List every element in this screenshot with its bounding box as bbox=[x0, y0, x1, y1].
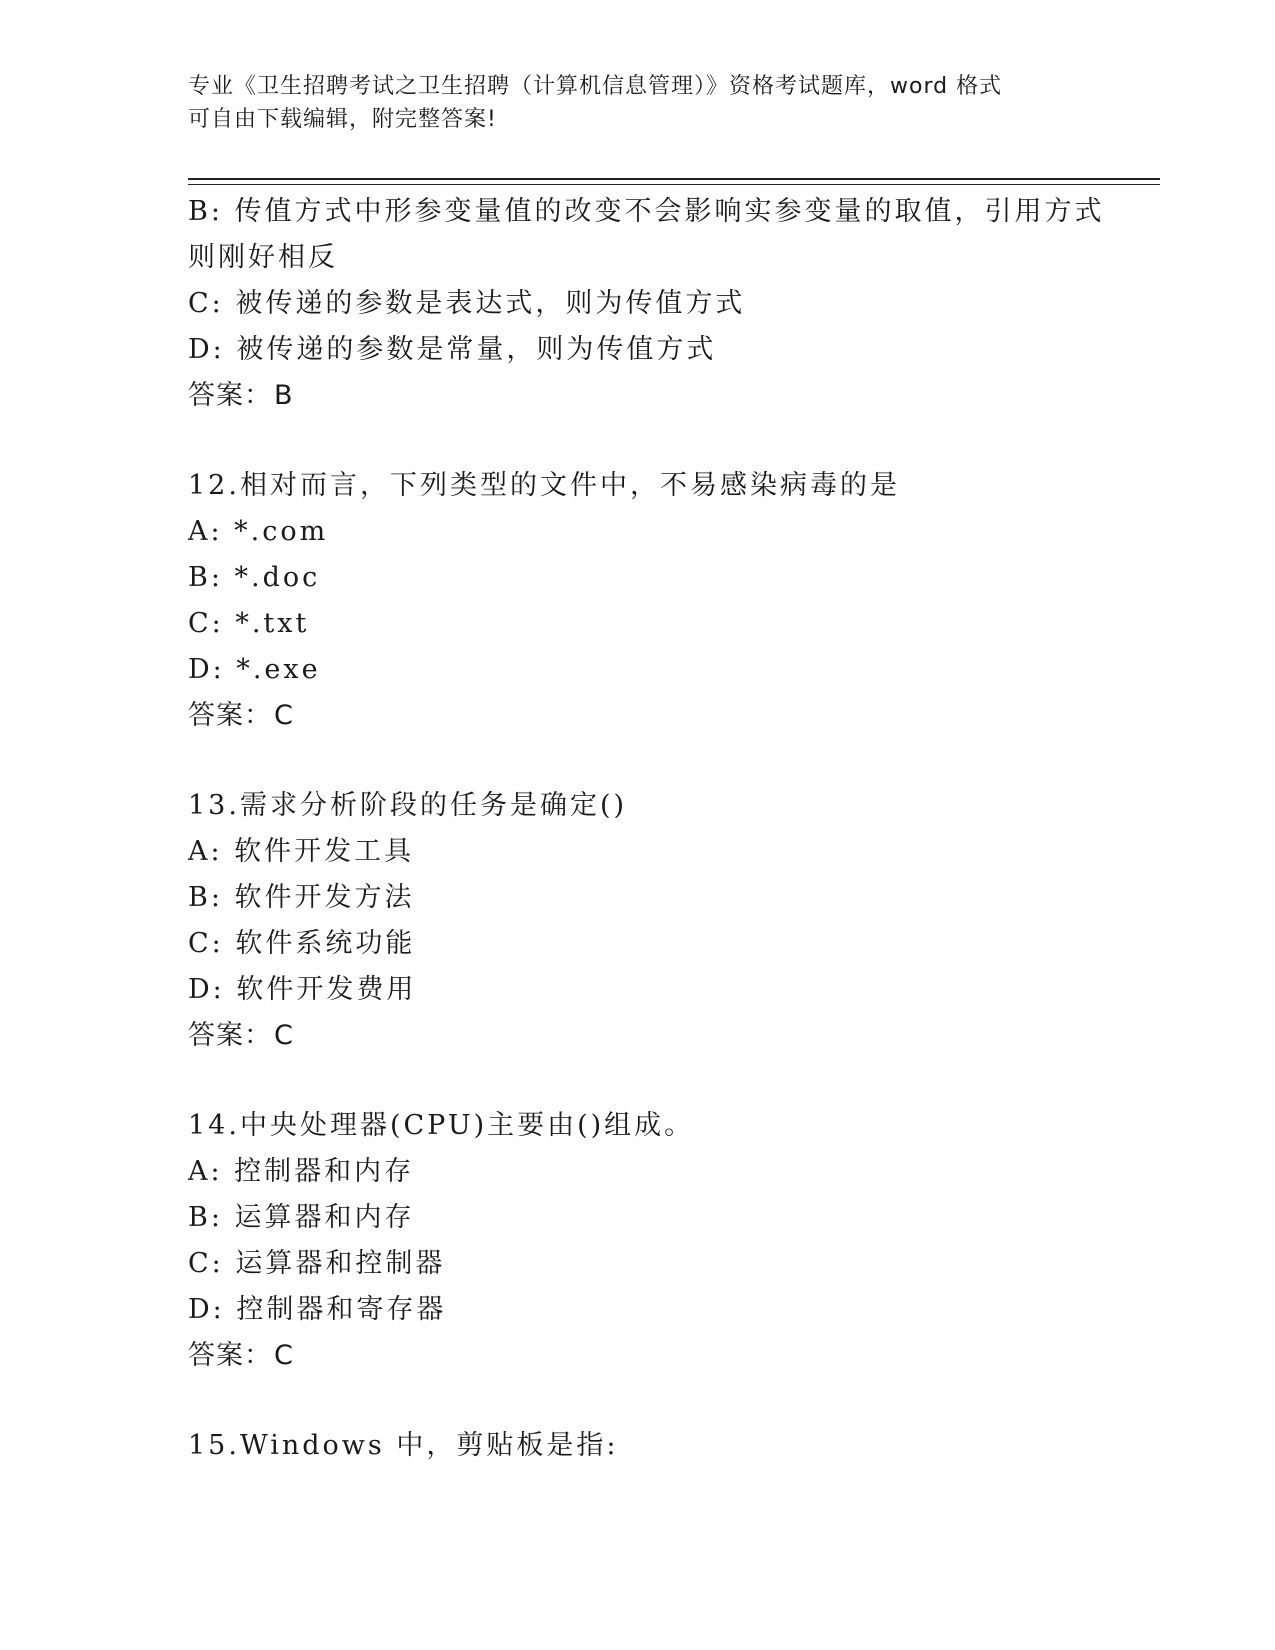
header-line-1: 专业《卫生招聘考试之卫生招聘（计算机信息管理）》资格考试题库，word 格式 bbox=[188, 74, 1003, 99]
document-header bbox=[188, 70, 1088, 136]
option-d: D: 被传递的参数是常量，则为传值方式 bbox=[188, 334, 717, 365]
option-b-line-2: 则刚好相反 bbox=[188, 242, 338, 273]
option-d: D: *.exe bbox=[188, 654, 321, 685]
answer-line bbox=[188, 693, 1108, 739]
question-stem: 12.相对而言，下列类型的文件中，不易感染病毒的是 bbox=[188, 470, 900, 501]
header-divider-thick bbox=[188, 178, 1160, 180]
option-a: A: *.com bbox=[188, 516, 329, 547]
option-c: C: 被传递的参数是表达式，则为传值方式 bbox=[188, 288, 746, 319]
option-b: B: 运算器和内存 bbox=[188, 1202, 415, 1233]
answer-line bbox=[188, 373, 1108, 419]
answer-label: 答案： bbox=[188, 700, 272, 731]
question-13 bbox=[188, 783, 1108, 1059]
question-12 bbox=[188, 463, 1108, 739]
answer-line bbox=[188, 1013, 1108, 1059]
option-c: C: 运算器和控制器 bbox=[188, 1248, 446, 1279]
question-stem: 14.中央处理器(CPU)主要由()组成。 bbox=[188, 1110, 695, 1141]
option-b: B: 软件开发方法 bbox=[188, 882, 415, 913]
question-stem: 15.Windows 中，剪贴板是指: bbox=[188, 1430, 619, 1461]
header-divider-thin bbox=[188, 184, 1160, 185]
answer-value: C bbox=[274, 1340, 294, 1371]
question-14 bbox=[188, 1103, 1108, 1379]
option-d: D: 控制器和寄存器 bbox=[188, 1294, 447, 1325]
option-d: D: 软件开发费用 bbox=[188, 974, 417, 1005]
option-c: C: *.txt bbox=[188, 608, 310, 639]
header-line-2: 可自由下载编辑，附完整答案! bbox=[188, 107, 497, 132]
answer-label: 答案： bbox=[188, 1340, 272, 1371]
question-15 bbox=[188, 1423, 1108, 1469]
document-body bbox=[188, 189, 1108, 1469]
answer-value: B bbox=[274, 380, 294, 411]
option-a: A: 软件开发工具 bbox=[188, 836, 415, 867]
option-c: C: 软件系统功能 bbox=[188, 928, 416, 959]
answer-value: C bbox=[274, 700, 294, 731]
continued-question bbox=[188, 189, 1108, 419]
answer-value: C bbox=[274, 1020, 294, 1051]
option-a: A: 控制器和内存 bbox=[188, 1156, 415, 1187]
answer-label: 答案： bbox=[188, 380, 272, 411]
answer-line bbox=[188, 1333, 1108, 1379]
option-b: B: *.doc bbox=[188, 562, 321, 593]
option-b-line-1: B: 传值方式中形参变量值的改变不会影响实参变量的取值，引用方式 bbox=[188, 196, 1105, 227]
question-stem: 13.需求分析阶段的任务是确定() bbox=[188, 790, 628, 821]
answer-label: 答案： bbox=[188, 1020, 272, 1051]
